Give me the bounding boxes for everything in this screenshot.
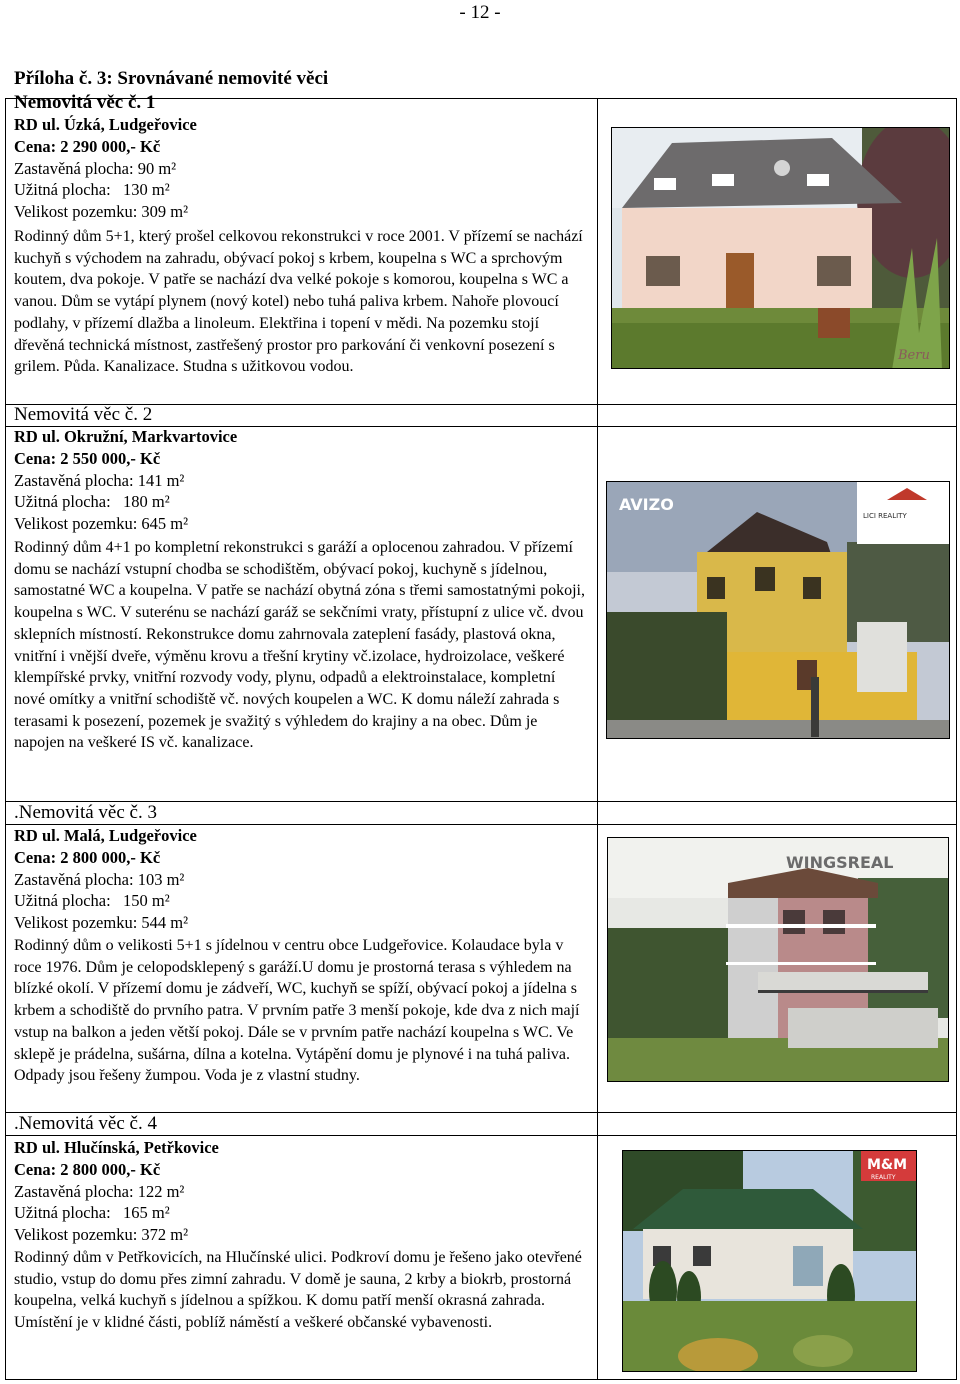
- property-2-facts: [14, 426, 589, 535]
- property-1-photo: [611, 127, 950, 369]
- plot-size: Velikost pozemku: 544 m²: [14, 913, 189, 933]
- photo-watermark: WINGSREAL: [786, 853, 894, 872]
- built-area: Zastavěná plocha: 141 m²: [14, 470, 185, 490]
- usable-area: Užitná plocha: 130 m²: [14, 180, 170, 200]
- built-area: Zastavěná plocha: 122 m²: [14, 1181, 185, 1201]
- property-description: Rodinný dům 5+1, který prošel celkovou rekonstrukci v roce 2001. V přízemí se nachází kuchyň s východem na zahradu, obývací pokoj s krbem, koupelna s WC a sprchovým koutem, dva pokoje. V patře se nachází dva velké pokoje s komorou, koupelna s WC a vanou. Dům se vytápí plynem (nový kotel) nebo tuhá paliva krbem. Nahoře plovoucí podlahy, v přízemí dlažba a linoleum. Elektřina i topení v mědi. Na pozemku stojí dřevěná technická místnost, zastřešený prostor pro parkování či venkovní posezení s grilem. Půda. Kanalizace. Studna s užitkovou vodou.: [14, 228, 583, 376]
- appendix-title: Příloha č. 3: Srovnávané nemovité věci: [14, 68, 329, 89]
- property-2-photo: [606, 481, 950, 739]
- plot-size: Velikost pozemku: 309 m²: [14, 202, 189, 222]
- page-number: - 12 -: [459, 2, 501, 23]
- property-description: Rodinný dům 4+1 po kompletní rekonstrukci s garáží a oplocenou zahradou. V přízemí domu se nachází vstupní chodba se schodištěm, obývací pokoj, kuchyně s jídelnou, samostatné WC a koupelna. V patře se nachází obytná zóna s třemi samostatnými pokoji, koupelna s WC. V suterénu se nachází garáž se sekčními vraty, přístupní z ulice vč. dvou sklepních místností. Rekonstrukce domu zahrnovala zateplení fasády, plastová okna, vnitřní i vnější dveře, výměnu krovu a třešní krytiny vč.izolace, hydroizolace, veškeré klempířské prvky, vnitřní rozvody vody, plynu, odpadů a elektroinstalace, kompletní nové omítky a vnitřní schodiště vč. nových koupelen a WC. K domu náleží zahrada s terasami k posezení, pozemek je svažitý s výhledem do krajiny a na obec. Dům je napojen na veškeré IS vč. kanalizace.: [14, 539, 585, 752]
- property-4-facts: [14, 1137, 589, 1246]
- property-description: Rodinný dům o velikosti 5+1 s jídelnou v centru obce Ludgeřovice. Kolaudace byla v roce 1976. Dům je celopodsklepený s garáží.U domu je prostorná terasa s výhledem na blízké okolí. V přízemí domu je zádveří, WC, kuchyň se spíží, obývací pokoj a jídelna s krbem a schodiště do prvního patra. V prvním patře 3 menší pokoje, kde dva z nich mají vstup na balkon a jeden větší pokoj. Dále se v prvním patře nachází koupelna s WC. Ve sklepě je prádelna, sušárna, dílna a kotelna. Vytápění domu je plynové i na tuhá paliva. Odpady jsou řešeny žumpou. Voda je z vlastní studny.: [14, 937, 580, 1085]
- usable-area: Užitná plocha: 150 m²: [14, 891, 170, 911]
- column-divider: [597, 98, 598, 1380]
- property-3-photo: [607, 837, 949, 1082]
- built-area: Zastavěná plocha: 103 m²: [14, 869, 185, 889]
- property-price: Cena: 2 550 000,- Kč: [14, 448, 161, 468]
- property-label: .Nemovitá věc č. 4: [14, 1113, 157, 1134]
- property-4-photo: [622, 1150, 917, 1372]
- plot-size: Velikost pozemku: 372 m²: [14, 1225, 189, 1245]
- property-address: RD ul. Hlučínská, Petřkovice: [14, 1138, 219, 1157]
- property-description: Rodinný dům v Petřkovicích, na Hlučínské ulici. Podkroví domu je řešeno jako otevřené studio, vstup do domu přes zimní zahradu. V domě je sauna, 2 krby a biokrb, prostorná koupelna, velká kuchyň s jídelnou a spížkou. K domu patří menší okrasná zahrada. Umístění je v klidné části, poblíž náměstí a veškeré občanské vybavenosti.: [14, 1249, 582, 1332]
- row-divider: [5, 1135, 957, 1136]
- property-price: Cena: 2 800 000,- Kč: [14, 1159, 161, 1179]
- photo-watermark: Beru: [898, 348, 930, 363]
- built-area: Zastavěná plocha: 90 m²: [14, 158, 177, 178]
- property-price: Cena: 2 800 000,- Kč: [14, 847, 161, 867]
- property-price: Cena: 2 290 000,- Kč: [14, 136, 161, 156]
- property-address: RD ul. Malá, Ludgeřovice: [14, 826, 197, 845]
- plot-size: Velikost pozemku: 645 m²: [14, 514, 189, 534]
- property-3-facts: [14, 825, 589, 934]
- usable-area: Užitná plocha: 165 m²: [14, 1203, 170, 1223]
- property-address: RD ul. Úzká, Ludgeřovice: [14, 115, 197, 134]
- photo-watermark-sub: REALITY: [871, 1174, 896, 1181]
- property-address: RD ul. Okružní, Markvartovice: [14, 427, 238, 446]
- property-label: Nemovitá věc č. 1: [14, 92, 156, 113]
- property-label: .Nemovitá věc č. 3: [14, 802, 157, 823]
- photo-badge: LICI REALITY: [863, 512, 907, 520]
- photo-watermark: M&M: [867, 1157, 908, 1173]
- property-1-facts: [14, 114, 589, 223]
- usable-area: Užitná plocha: 180 m²: [14, 492, 170, 512]
- photo-watermark: AVIZO: [619, 495, 674, 514]
- property-label: Nemovitá věc č. 2: [14, 404, 153, 425]
